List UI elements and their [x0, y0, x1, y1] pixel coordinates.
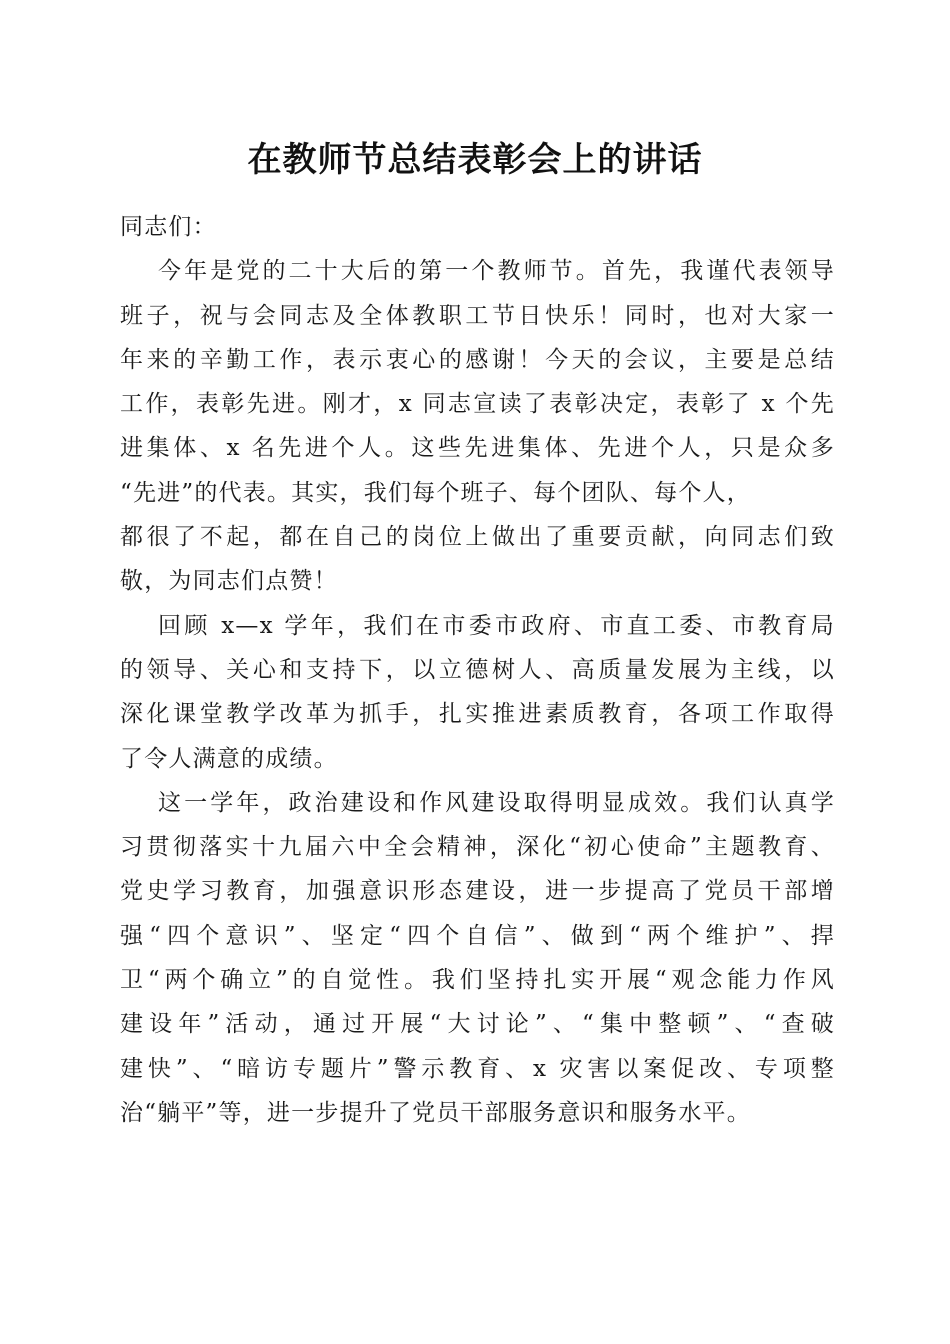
paragraph-3-line-4: 强“四个意识”、坚定“四个自信”、做到“两个维护”、捍	[120, 922, 835, 949]
paragraph-1-line-7: 都很了不起，都在自己的岗位上做出了重要贡献，向同志们致	[120, 524, 835, 551]
paragraph-2-line-3: 深化课堂教学改革为抓手，扎实推进素质教育，各项工作取得	[120, 701, 835, 728]
paragraph-1-line-2: 班子，祝与会同志及全体教职工节日快乐！同时，也对大家一	[120, 302, 835, 329]
paragraph-2-line-1: 回顾 x—x 学年，我们在市委市政府、市直工委、市教育局	[158, 612, 835, 639]
paragraph-1-line-3: 年来的辛勤工作，表示衷心的感谢！今天的会议，主要是总结	[120, 346, 835, 373]
paragraph-1-line-6: “先进”的代表。其实，我们每个班子、每个团队、每个人，	[120, 479, 751, 506]
paragraph-1-line-5: 进集体、x 名先进个人。这些先进集体、先进个人，只是众多	[120, 435, 835, 462]
paragraph-3-line-3: 党史学习教育，加强意识形态建设，进一步提高了党员干部增	[120, 878, 835, 905]
paragraph-2-line-4: 了令人满意的成绩。	[120, 745, 338, 772]
paragraph-3-line-8: 治“躺平”等，进一步提升了党员干部服务意识和服务水平。	[120, 1099, 751, 1126]
salutation: 同志们：	[120, 214, 217, 240]
paragraph-3-line-1: 这一学年，政治建设和作风建设取得明显成效。我们认真学	[158, 789, 835, 816]
document-title: 在教师节总结表彰会上的讲话	[247, 140, 703, 180]
paragraph-3-line-7: 建快”、“暗访专题片”警示教育、x 灾害以案促改、专项整	[120, 1055, 835, 1082]
paragraph-1-line-4: 工作，表彰先进。刚才，x 同志宣读了表彰决定，表彰了 x 个先	[120, 391, 835, 418]
paragraph-1-line-1: 今年是党的二十大后的第一个教师节。首先，我谨代表领导	[158, 258, 835, 285]
paragraph-3-line-5: 卫“两个确立”的自觉性。我们坚持扎实开展“观念能力作风	[120, 967, 835, 994]
paragraph-1-line-8: 敬，为同志们点赞！	[120, 568, 338, 595]
paragraph-2-line-2: 的领导、关心和支持下，以立德树人、高质量发展为主线，以	[120, 656, 835, 683]
document-body	[120, 205, 835, 1135]
paragraph-3-line-2: 习贯彻落实十九届六中全会精神，深化“初心使命”主题教育、	[120, 834, 835, 861]
paragraph-3-line-6: 建设年”活动，通过开展“大讨论”、“集中整顿”、“查破	[120, 1011, 835, 1038]
